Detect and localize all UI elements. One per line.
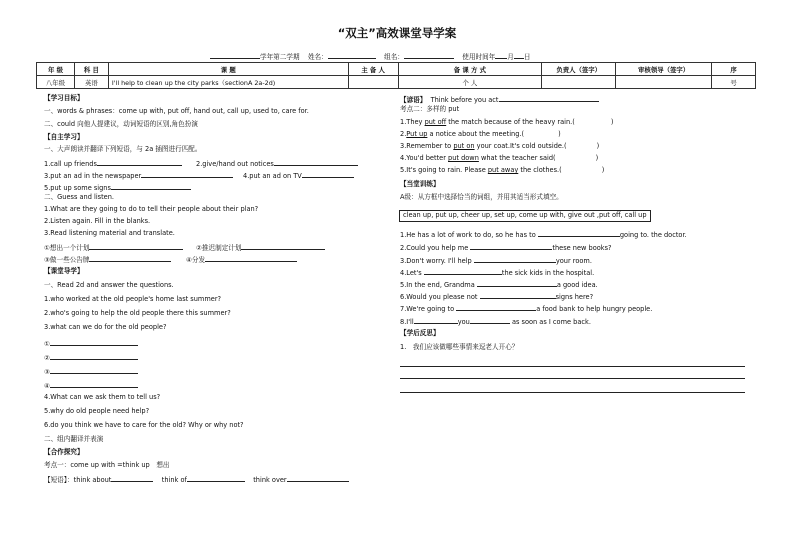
- self-study-task-2: 二、Guess and listen.: [44, 193, 115, 201]
- meta-line: [210, 51, 530, 62]
- put-sentence-4: [400, 155, 598, 163]
- goal-line-2: 二、could 向他人提建议，动词短语的区别,角色扮演: [44, 120, 198, 128]
- day-label: 日: [523, 53, 531, 61]
- put-5-post: the clothes.(: [518, 166, 562, 174]
- phrase-3: [44, 170, 233, 181]
- exercise-8-text: 8.I'll: [400, 318, 414, 326]
- key-point-1: 考点一：come up with =think up 想出: [44, 461, 170, 469]
- proverb-line: [400, 94, 599, 105]
- exercise-4-end: the sick kids in the hospital.: [501, 269, 595, 277]
- date-label: 使用时间年: [462, 53, 496, 61]
- proverb-label: 【谚语】: [400, 96, 427, 104]
- translate-4-blank[interactable]: [205, 254, 297, 262]
- exercise-7-end: a food bank to help hungry people.: [536, 305, 653, 313]
- put-3-pre: 3.Remember to: [400, 142, 454, 150]
- think-over-blank[interactable]: [287, 474, 349, 482]
- put-sentence-2: [400, 131, 561, 139]
- reflection-line-1[interactable]: [400, 366, 745, 367]
- phrase-5: [44, 182, 191, 193]
- cell-topic: I'll help to clean up the city parks（sectionA 2a-2d): [108, 76, 348, 89]
- header-cell-responsible: 负责人（签字）: [542, 63, 616, 76]
- header-cell-reviewer: 审核领导（签字）: [616, 63, 712, 76]
- translate-1-text: ①想出一个计划: [44, 244, 90, 252]
- group-blank[interactable]: [404, 51, 454, 59]
- goal-heading: 【学习目标】: [44, 94, 84, 102]
- exercise-8-mid: you: [457, 318, 470, 326]
- put-3-post: your coat.It's cold outside.(: [474, 142, 567, 150]
- exercise-5-end: a good idea.: [556, 281, 598, 289]
- exercise-1-text: 1.He has a lot of work to do, so he has to: [400, 231, 536, 239]
- class-guide-heading: 【课堂导学】: [44, 267, 84, 275]
- answer-marker-3: ③: [44, 368, 50, 376]
- put-1-phrase: put off: [424, 118, 447, 126]
- put-4-pre: 4.You'd better: [400, 154, 449, 162]
- guess-question-1: 1.What are they going to do to tell their people about their plan?: [44, 205, 259, 213]
- phrase-5-blank[interactable]: [111, 182, 191, 190]
- put-2-pre: 2.: [400, 130, 407, 138]
- answer-blank-2[interactable]: [50, 352, 138, 360]
- exercise-1: [400, 229, 687, 240]
- question-3: 3.what can we do for the old people?: [44, 323, 167, 331]
- put-1-close: ): [610, 118, 614, 126]
- put-5-pre: 5.It's going to rain. Please: [400, 166, 488, 174]
- put-4-close: ): [595, 154, 599, 162]
- answer-blank-3[interactable]: [50, 366, 138, 374]
- answer-marker-1: ①: [44, 340, 50, 348]
- exercise-8-blank-1[interactable]: [414, 316, 458, 324]
- put-5-close: ): [601, 166, 605, 174]
- answer-line-3: [44, 366, 138, 377]
- self-study-task-1: 一、大声朗读并翻译下列短语，与 2a 插图进行匹配。: [44, 145, 202, 153]
- month-label: 月: [507, 53, 514, 61]
- answer-marker-2: ②: [44, 354, 50, 362]
- read-instruction: 一、Read 2d and answer the questions.: [44, 281, 174, 289]
- cell-preparer: [348, 76, 398, 89]
- phrase-3-text: 3.put an ad in the newspaper: [44, 172, 142, 180]
- exercise-2-text: 2.Could you help me: [400, 244, 469, 252]
- name-label: 姓名：: [307, 53, 328, 61]
- phrase-5-text: 5.put up some signs: [44, 184, 111, 192]
- question-6: 6.do you think we have to care for the old? Why or why not?: [44, 421, 244, 429]
- think-of-label: think of: [161, 476, 187, 484]
- translate-1: [44, 242, 183, 253]
- think-about-blank[interactable]: [111, 474, 153, 482]
- exercise-1-end: going to. the doctor.: [619, 231, 687, 239]
- training-heading: 【当堂训练】: [400, 180, 440, 188]
- phrase-1-text: 1.call up friends: [44, 160, 97, 168]
- exercise-7: [400, 303, 652, 314]
- phrase-1-blank[interactable]: [97, 158, 182, 166]
- put-1-post: the match because of the heavy rain.(: [446, 118, 575, 126]
- phrase-2-blank[interactable]: [274, 158, 358, 166]
- phrase-1: [44, 158, 182, 169]
- name-blank[interactable]: [328, 51, 376, 59]
- header-cell-grade: 年 级: [37, 63, 75, 76]
- answer-line-1: [44, 338, 138, 349]
- think-over-label: think over: [253, 476, 287, 484]
- answer-line-4: [44, 380, 138, 391]
- exercise-6-text: 6.Would you please not: [400, 293, 478, 301]
- proverb-text: Think before you act: [430, 96, 499, 104]
- translate-2-text: ②推迟制定计划: [196, 244, 242, 252]
- exercise-5: [400, 279, 598, 290]
- translate-2: [196, 242, 325, 253]
- cooperation-heading: 【合作探究】: [44, 448, 84, 456]
- exercise-2-end: these new books?: [552, 244, 612, 252]
- put-5-phrase: put away: [487, 166, 519, 174]
- phrase-practice: [44, 474, 349, 485]
- question-5: 5.why do old people need help?: [44, 407, 150, 415]
- guess-question-3: 3.Read listening material and translate.: [44, 229, 175, 237]
- exercise-3-blank[interactable]: [474, 255, 556, 263]
- guess-question-2: 2.Listen again. Fill in the blanks.: [44, 217, 151, 225]
- exercise-8: [400, 316, 591, 327]
- phrase-4-blank[interactable]: [302, 170, 354, 178]
- phrase-4-text: 4.put an ad on TV: [243, 172, 302, 180]
- phrase-2: [196, 158, 358, 169]
- semester-label: 学年第二学期: [260, 53, 300, 61]
- exercise-5-text: 5.In the end, Grandma: [400, 281, 475, 289]
- cell-number: 号: [712, 76, 756, 89]
- exercise-8-end: as soon as I come back.: [511, 318, 591, 326]
- header-cell-topic: 课 题: [108, 63, 348, 76]
- header-cell-subject: 科 目: [74, 63, 108, 76]
- put-2-close: ): [558, 130, 561, 138]
- reflection-heading: 【学后反思】: [400, 329, 440, 337]
- translate-1-blank[interactable]: [89, 242, 183, 250]
- put-4-post: what the teacher said(: [478, 154, 556, 162]
- phrase-2-text: 2.give/hand out notices: [196, 160, 274, 168]
- put-4-phrase: put down: [448, 154, 479, 162]
- answer-blank-1[interactable]: [50, 338, 138, 346]
- put-sentence-5: [400, 167, 604, 175]
- translate-3-blank[interactable]: [89, 254, 171, 262]
- day-blank[interactable]: [514, 51, 524, 59]
- reflection-question: 1. 我们应该做哪些事情来逗老人开心？: [400, 343, 519, 351]
- exercise-6: [400, 291, 593, 302]
- put-1-pre: 1.They: [400, 118, 425, 126]
- group-translate: 二、组内翻译并表演: [44, 435, 104, 443]
- training-instruction: A级：从方框中选择恰当的词组，并用其适当形式填空。: [400, 193, 563, 201]
- header-cell-number: 序: [712, 63, 756, 76]
- header-cell-preparer: 主 备 人: [348, 63, 398, 76]
- put-sentence-1: [400, 119, 613, 127]
- reflection-line-3[interactable]: [400, 392, 745, 393]
- goal-line-1: 一、words & phrases：come up with, put off, hand out, call up, used to, care for.: [44, 107, 309, 115]
- exercise-7-text: 7.We're going to: [400, 305, 455, 313]
- phrase-4: [243, 170, 354, 181]
- exercise-3: [400, 255, 592, 266]
- put-3-close: ): [596, 142, 600, 150]
- answer-marker-4: ④: [44, 382, 50, 390]
- translate-3-text: ③做一些公告牌: [44, 256, 90, 264]
- put-3-phrase: put on: [453, 142, 475, 150]
- question-1: 1.who worked at the old people's home last summer?: [44, 295, 222, 303]
- translate-4-text: ④分发: [186, 256, 206, 264]
- proverb-blank[interactable]: [499, 94, 599, 102]
- think-of-blank[interactable]: [187, 474, 245, 482]
- month-blank[interactable]: [495, 51, 507, 59]
- exercise-3-text: 3.Don't worry. I'll help: [400, 257, 472, 265]
- exercise-8-blank-2[interactable]: [470, 316, 510, 324]
- reflection-line-2[interactable]: [400, 378, 745, 379]
- exercise-2: [400, 242, 612, 253]
- exercise-4-blank[interactable]: [424, 267, 502, 275]
- put-2-phrase: Put up: [406, 130, 428, 138]
- header-cell-method: 备 课 方 式: [398, 63, 542, 76]
- cell-responsible: [542, 76, 616, 89]
- answer-blank-4[interactable]: [50, 380, 138, 388]
- key-point-2: 考点二：多样的 put: [400, 105, 460, 113]
- phrase-practice-label: 【短语】：think about: [44, 476, 112, 484]
- put-2-post: a notice about the meeting.(: [427, 130, 525, 138]
- exercise-3-end: your room.: [555, 257, 592, 265]
- exercise-6-blank[interactable]: [480, 291, 556, 299]
- exercise-1-blank[interactable]: [538, 229, 620, 237]
- self-study-heading: 【自主学习】: [44, 133, 84, 141]
- cell-subject: 英语: [74, 76, 108, 89]
- page-title: “双主”高效课堂导学案: [337, 26, 457, 40]
- cell-grade: 八年级: [37, 76, 75, 89]
- translate-2-blank[interactable]: [241, 242, 325, 250]
- word-box: clean up, put up, cheer up, set up, come up with, give out ,put off, call up: [399, 210, 651, 222]
- cell-reviewer: [616, 76, 712, 89]
- question-2: 2.who's going to help the old people there this summer?: [44, 309, 231, 317]
- exercise-5-blank[interactable]: [477, 279, 557, 287]
- put-sentence-3: [400, 143, 599, 151]
- translate-3: [44, 254, 171, 265]
- header-table: [36, 62, 756, 89]
- phrase-3-blank[interactable]: [141, 170, 233, 178]
- answer-line-2: [44, 352, 138, 363]
- exercise-6-end: signs here?: [555, 293, 594, 301]
- translate-4: [186, 254, 297, 265]
- exercise-4-text: 4.Let's: [400, 269, 422, 277]
- question-4: 4.What can we ask them to tell us?: [44, 393, 161, 401]
- cell-method: 个 人: [398, 76, 542, 89]
- exercise-4: [400, 267, 594, 278]
- exercise-2-blank[interactable]: [470, 242, 552, 250]
- exercise-7-blank[interactable]: [456, 303, 536, 311]
- year-blank: [210, 51, 260, 59]
- group-label: 组名：: [384, 53, 404, 61]
